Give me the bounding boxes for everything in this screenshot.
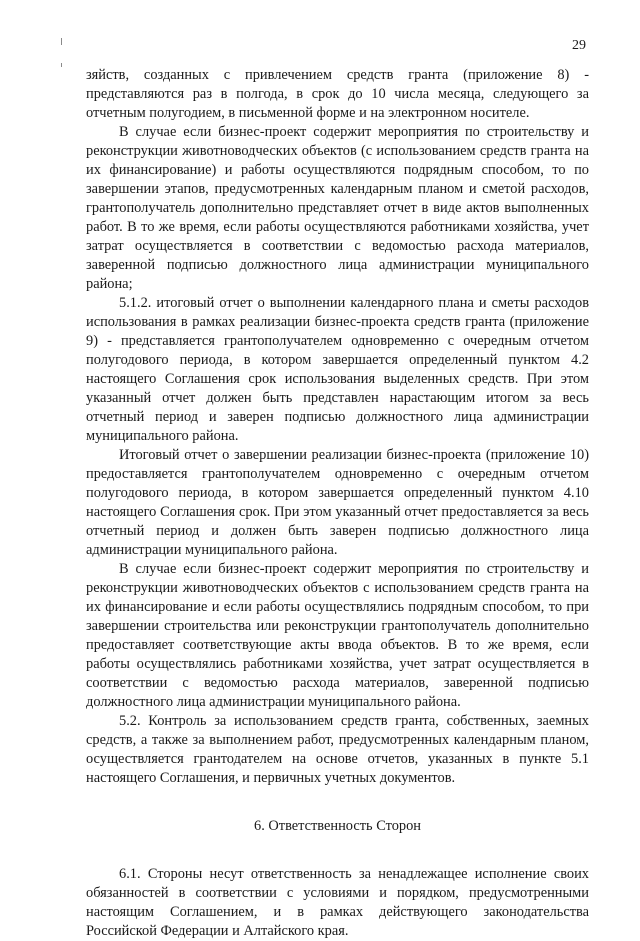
paragraph: 5.1.2. итоговый отчет о выполнении календарного плана и сметы расходов использования в рамках реализации бизнес-проекта средств гранта (приложение 9) - представляется грантополучателем одновременно с очередным отчетом полугодового периода, в котором завершается определенный пунктом 4.2 настоящего Соглашения срок использования выделенных средств. При этом указанный отчет должен быть представлен нарастающим итогом за весь отчетный период и заверен подписью должностного лица администрации муниципального района. <box>86 295 589 444</box>
paragraph: 6.1. Стороны несут ответственность за ненадлежащее исполнение своих обязанностей в соответствии с условиями и порядком, предусмотренными настоящим Соглашением, и в рамках действующего законодательства Российской Федерации и Алтайского края. <box>86 866 589 939</box>
section-heading: 6. Ответственность Сторон <box>254 818 421 834</box>
paragraph: зяйств, созданных с привлечением средств гранта (приложение 8) - представляются раз в полгода, в срок до 10 числа месяца, следующего за отчетным полугодием, в письменной форме и на электронном носителе. <box>86 67 589 121</box>
scan-margin-mark <box>61 38 62 45</box>
paragraph: 5.2. Контроль за использованием средств гранта, собственных, заемных средств, а также за выполнением работ, предусмотренных календарным планом, осуществляется грантодателем на основе отчетов, указанных в пункте 5.1 настоящего Соглашения, и первичных учетных документов. <box>86 713 589 786</box>
document-body <box>86 66 589 941</box>
paragraph: В случае если бизнес-проект содержит мероприятия по строительству и реконструкции животноводческих объектов (с использованием средств гранта на их финансирование) и работы осуществляются подрядным способом, то по завершении этапов, предусмотренных календарным планом и сметой расходов, грантополучатель дополнительно представляет отчет в виде актов выполненных работ. В то же время, если работы осуществляются работниками хозяйства, учет затрат осуществляется в соответствии с ведомостью расхода материалов, заверенной подписью должностного лица администрации муниципального района; <box>86 124 589 292</box>
page-number: 29 <box>572 38 586 53</box>
paragraph: В случае если бизнес-проект содержит мероприятия по строительству и реконструкции животноводческих объектов с использованием средств гранта на их финансирование и если работы осуществлялись подрядным способом, то при завершении строительства или реконструкции грантополучатель дополнительно предоставляет соответствующие акты ввода объектов. В то же время, если работы осуществлялись работниками хозяйства, учет затрат осуществляется в соответствии с ведомостью расхода материалов, заверенной подписью должностного лица администрации муниципального района. <box>86 561 589 710</box>
paragraph: Итоговый отчет о завершении реализации бизнес-проекта (приложение 10) предоставляется грантополучателем одновременно с очередным отчетом полугодового периода, в котором завершается определенный пунктом 4.10 настоящего Соглашения срок. При этом указанный отчет предоставляется за весь отчетный период и должен быть заверен подписью должностного лица администрации муниципального района. <box>86 447 589 558</box>
scan-margin-mark <box>61 63 62 67</box>
